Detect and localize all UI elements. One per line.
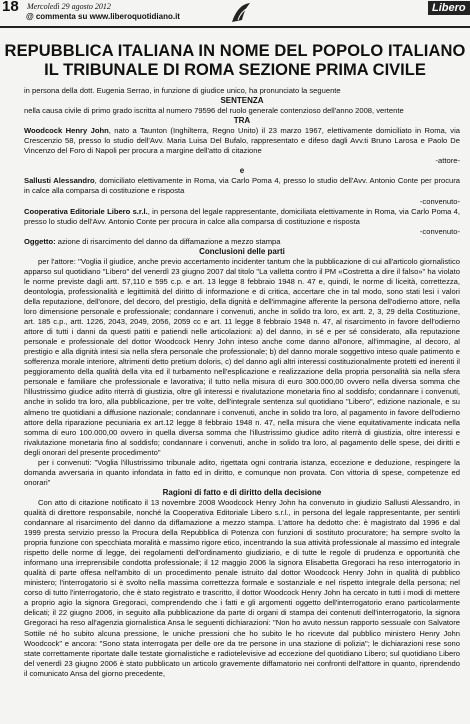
headline-line1: REPUBBLICA ITALIANA IN NOME DEL POPOLO ITALIANO xyxy=(4,42,466,60)
attore-details: , nato a Taunton (Inghilterra, Regno Unito) il 23 marzo 1967, elettivamente domiciliato in Roma, via Crescenzio 58, presso lo studio dell'Avv. Maria Luisa Del Bufalo, rappresentato e difeso dagli Avv.ti Bruno Larosa e Paolo De Vincenzo del Foro di Napoli per procura a margine dell'atto di citazione xyxy=(24,126,460,156)
oggetto-text: azione di risarcimento del danno da diffamazione a mezzo stampa xyxy=(55,236,281,246)
convenuto2-name: Cooperativa Editoriale Libero s.r.l. xyxy=(24,206,148,216)
headline xyxy=(0,42,470,80)
article-body xyxy=(24,86,460,679)
at-icon: @ xyxy=(26,12,34,21)
headline-line2: IL TRIBUNALE DI ROMA SEZIONE PRIMA CIVILE xyxy=(44,61,426,79)
oggetto-paragraph xyxy=(24,237,460,247)
page-number: 18 xyxy=(2,0,19,15)
sentenza-heading: SENTENZA xyxy=(220,96,264,106)
attore-paragraph xyxy=(24,126,460,156)
convenuto1-paragraph xyxy=(24,176,460,196)
tra-heading: TRA xyxy=(233,116,251,126)
conclusioni-heading: Conclusioni delle parti xyxy=(199,246,285,256)
ragioni-paragraph: Con atto di citazione notificato il 13 novembre 2008 Woodcock Henry John ha convenuto in giudizio Sallusti Alessandro, in qualità di direttore responsabile, nonché la Cooperativa Editoriale Libero s.r.l., in persona del legale rappresentante, per sentirli condannare al risarcimento del danno da diffamazione a mezzo stampa. L'attore ha dedotto che: è magistrato dal 1996 e dal 1999 presta servizio presso la Procura della Repubblica di Potenza con funzioni di sostituto procuratore; ha sempre svolto la propria funzione con specchiata moralità e massimo rigore etico, incentrando la sua attività professionale al massimo ed integrale rispetto delle norme di legge, dei regolamenti dell'ordinamento giudiziario, e di tutte le regole di prudenza e opportunità che informano una irreprensibile condotta professionale; il 12 maggio 2006 la signora Elisabetta Gregoraci ha reso interrogatorio in qualità di parte offesa nell'ambito di un procedimento penale istruito dal dottor Woodcock Henry John in qualità di pubblico ministero; l'interrogatorio si è svolto nella massima correttezza formale e sostanziale e nel rispetto integrale della persona; nel corso di tutto l'interrogatorio, che è stato registrato e trascritto, il dottor Woodcock Henry John ha cercato in tutti i modi di mettere a proprio agio la signora Gregoraci, comprendendo che i fatti e gli argomenti oggetto dell'interrogatorio erano particolarmente delicati; il 22 giugno 2006, in seguito alla pubblicazione da parte di organi di stampa dei contenuti dell'interrogatorio, la signora Gregoraci ha reso all'agenzia giornalistica Ansa le seguenti dichiarazioni: "Non ho avuto nessun rapporto sessuale con Salvatore Sottile né ho subito alcuna pressione, le uniche pressioni che ho subito le ho ricevute dal pubblico ministero Henry John Woodcock" e ancora: "Sono stata interrogata per delle ore da tre persone in una stazione di polizia"; le dichiarazioni rese sono state correttamente riportate dalle testate giornalistiche e radiotelevisive ad eccezione del quotidiano Libero; sul quotidiano Libero del venerdì 23 giugno 2006 è stato pubblicato un articolo gravemente diffamatorio nei confronti dell'attore in quanto, riprendendo il comunicato Ansa del giorno precedente, xyxy=(24,497,460,678)
convenuto2-paragraph xyxy=(24,207,460,227)
comments-link[interactable] xyxy=(26,12,180,21)
convenuto1-name: Sallusti Alessandro xyxy=(24,176,95,186)
attore-conclusions: per l'attore: "Voglia il giudice, anche previo accertamento incidenter tantum che la pubblicazione di cui all'articolo giornalistico apparso sul quotidiano "Libero" del venerdì 23 giugno 2007 dal titolo "La valletta contro il PM «Costretta a dire il falso»" ha violato le norme previste dagli artt. 57,110 e 595 c.p. e art. 13 legge 8 febbraio 1948 n. 47 e, quindi, le norme di liceità, correttezza, deontologia, professionalità e legittimità del diritto di informazione e di critica, accertare che in tal modo, sono stati lesi i valori della reputazione, dell'onore, del decoro, del prestigio, della dignità e dell'immagine afferente la persona dell'odierno attore, nella loro dimensione personale e professionale; condannare i convenuti, anche in solido tra loro, ex artt. 2, 3, 29 della Costituzione, art. 185 c.p., artt. 1226, 2043, 2049, 2056, 2059 cc e art. 11 legge 8 febbraio 1948 n. 47, al risarcimento in favore dell'odierno attore di tutti i danni da questi patiti e patiendi nelle articolazioni: a) del danno, in sé e per sé considerato, alla reputazione personale e professionale del dottor Woodcock Henry John inteso anche come danno all'onore, all'immagine, al decoro, al prestigio e alla dignità intesi sia nella sfera personale che professionale; b) del danno morale soggettivo inteso quale patimento e sofferenza morale interiore, altrimenti detto pretium doloris, c) del danno agli altri interessi costituzionalmente protetti ed inerenti il peggioramento della qualità della vita ed il turbamento nell'esplicazione e realizzazione della propria personalità sia nella sfera personale e familiare che professionale e lavorativa; il tutto nella misura di euro 300.000,00 ovvero nella diversa somma che l'illustrissimo giudice adito riterrà di giustizia, oltre gli interessi e rivalutazione monetaria fino al soddisfo; condannare i convenuti, anche in solido tra loro, alla pubblicazione, per tre volte, dell'integrale sentenza sul quotidiano "Libero", edizione nazionale, e su almeno tre quotidiani a diffusione nazionale; condannare i convenuti, anche in solido tra loro, al pagamento in favore dell'odierno attore della riparazione pecuniaria ex art.12 legge 8 febbraio 1948 n. 47, nella misura che viene equitativamente indicata nella somma di euro 100.000,00 ovvero in quella diversa somma che l'illustrissimo giudice adito riterrà di giustizia, oltre interessi e rivalutazione monetaria fino al soddisfo; condannare i convenuti, anche in solido tra loro, al pagamento delle spese, dei diritti e degli onorari del presente procedimento" xyxy=(24,256,460,457)
comments-text: commenta su www.liberoquotidiano.it xyxy=(35,12,180,21)
convenuto1-details: , domiciliato elettivamente in Roma, via Carlo Poma 4, presso lo studio dell'Avv. Antonio Conte per procura in calce alla comparsa di costituzione e risposta xyxy=(24,176,460,196)
ragioni-heading: Ragioni di fatto e di diritto della decisione xyxy=(162,487,322,497)
attore-label: -attore- xyxy=(435,156,460,166)
masthead xyxy=(0,0,470,28)
convenuto2-details: , in persona del legale rappresentante, domiciliata elettivamente in Roma, via Carlo Poma 4, presso lo studio dell'Avv. Antonio Conte per procura in calce alla comparsa di costituzione e risposta xyxy=(24,206,460,226)
case-paragraph: nella causa civile di primo grado iscritta al numero 79596 del ruolo generale contenzioso dell'anno 2008, vertente xyxy=(24,106,404,116)
e-heading: e xyxy=(239,166,245,176)
intro-paragraph: in persona della dott. Eugenia Serrao, in funzione di giudice unico, ha pronunciato la seguente xyxy=(24,86,341,95)
masthead-rule xyxy=(0,26,470,28)
brand-logo: Libero xyxy=(428,1,470,15)
convenuto1-label: -convenuto- xyxy=(419,196,460,206)
oggetto-label: Oggetto: xyxy=(24,236,56,246)
attore-name: Woodcock Henry John xyxy=(24,126,109,136)
convenuto2-label: -convenuto- xyxy=(419,226,460,236)
newspaper-emblem-icon xyxy=(228,0,254,26)
issue-date: Mercoledì 29 agosto 2012 xyxy=(27,2,111,11)
convenuti-conclusions: per i convenuti: "Voglia l'illustrissimo tribunale adito, rigettata ogni contraria istanza, eccezione e deduzione, respingere la domanda avversaria in quanto infondata in fatto ed in diritto, e comunque non provata. Con vittoria di spese, competenze ed onorari" xyxy=(24,457,460,487)
